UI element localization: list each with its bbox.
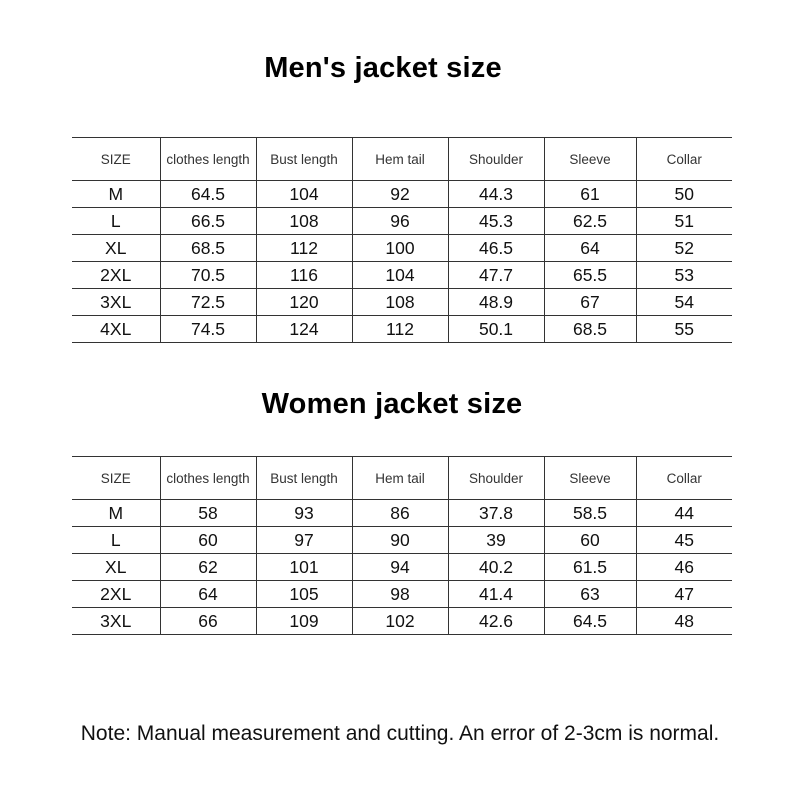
- cell-sleeve: 61: [544, 181, 636, 208]
- table-header-row: [72, 457, 732, 500]
- cell-shoulder: 40.2: [448, 554, 544, 581]
- table-row: [72, 235, 732, 262]
- mens-table-title: Men's jacket size: [264, 52, 502, 84]
- cell-size: 2XL: [72, 262, 160, 289]
- header-clothes-length: clothes length: [160, 138, 256, 181]
- mens-size-table: [72, 137, 732, 343]
- cell-size: 2XL: [72, 581, 160, 608]
- cell-hem-tail: 108: [352, 289, 448, 316]
- cell-sleeve: 64.5: [544, 608, 636, 635]
- cell-collar: 44: [636, 500, 732, 527]
- cell-clothes-length: 62: [160, 554, 256, 581]
- cell-sleeve: 61.5: [544, 554, 636, 581]
- cell-sleeve: 67: [544, 289, 636, 316]
- header-size: SIZE: [72, 138, 160, 181]
- cell-bust-length: 93: [256, 500, 352, 527]
- table-row: [72, 608, 732, 635]
- cell-sleeve: 60: [544, 527, 636, 554]
- cell-shoulder: 39: [448, 527, 544, 554]
- cell-bust-length: 116: [256, 262, 352, 289]
- cell-clothes-length: 68.5: [160, 235, 256, 262]
- cell-clothes-length: 72.5: [160, 289, 256, 316]
- cell-size: XL: [72, 554, 160, 581]
- header-size: SIZE: [72, 457, 160, 500]
- header-clothes-length: clothes length: [160, 457, 256, 500]
- cell-size: M: [72, 181, 160, 208]
- cell-clothes-length: 58: [160, 500, 256, 527]
- cell-hem-tail: 100: [352, 235, 448, 262]
- header-sleeve: Sleeve: [544, 457, 636, 500]
- cell-bust-length: 97: [256, 527, 352, 554]
- cell-shoulder: 48.9: [448, 289, 544, 316]
- cell-collar: 48: [636, 608, 732, 635]
- cell-sleeve: 58.5: [544, 500, 636, 527]
- cell-size: 3XL: [72, 289, 160, 316]
- cell-shoulder: 47.7: [448, 262, 544, 289]
- table-row: [72, 289, 732, 316]
- cell-hem-tail: 92: [352, 181, 448, 208]
- header-bust-length: Bust length: [256, 138, 352, 181]
- cell-bust-length: 109: [256, 608, 352, 635]
- cell-hem-tail: 104: [352, 262, 448, 289]
- table-header-row: [72, 138, 732, 181]
- womens-table-title: Women jacket size: [261, 388, 523, 420]
- header-hem-tail: Hem tail: [352, 457, 448, 500]
- table-row: [72, 527, 732, 554]
- cell-shoulder: 41.4: [448, 581, 544, 608]
- cell-collar: 54: [636, 289, 732, 316]
- header-collar: Collar: [636, 457, 732, 500]
- cell-collar: 50: [636, 181, 732, 208]
- cell-sleeve: 65.5: [544, 262, 636, 289]
- cell-shoulder: 50.1: [448, 316, 544, 343]
- header-shoulder: Shoulder: [448, 457, 544, 500]
- cell-hem-tail: 98: [352, 581, 448, 608]
- cell-collar: 47: [636, 581, 732, 608]
- cell-collar: 55: [636, 316, 732, 343]
- cell-hem-tail: 96: [352, 208, 448, 235]
- cell-clothes-length: 66: [160, 608, 256, 635]
- cell-collar: 45: [636, 527, 732, 554]
- cell-sleeve: 62.5: [544, 208, 636, 235]
- header-hem-tail: Hem tail: [352, 138, 448, 181]
- header-sleeve: Sleeve: [544, 138, 636, 181]
- cell-bust-length: 112: [256, 235, 352, 262]
- measurement-note: Note: Manual measurement and cutting. An error of 2-3cm is normal.: [80, 722, 720, 745]
- cell-hem-tail: 90: [352, 527, 448, 554]
- cell-shoulder: 46.5: [448, 235, 544, 262]
- cell-sleeve: 64: [544, 235, 636, 262]
- cell-hem-tail: 94: [352, 554, 448, 581]
- cell-bust-length: 108: [256, 208, 352, 235]
- table-row: [72, 500, 732, 527]
- cell-clothes-length: 66.5: [160, 208, 256, 235]
- table-row: [72, 316, 732, 343]
- table-row: [72, 554, 732, 581]
- cell-collar: 52: [636, 235, 732, 262]
- cell-bust-length: 120: [256, 289, 352, 316]
- cell-shoulder: 45.3: [448, 208, 544, 235]
- cell-clothes-length: 74.5: [160, 316, 256, 343]
- cell-size: 4XL: [72, 316, 160, 343]
- cell-size: 3XL: [72, 608, 160, 635]
- table-row: [72, 262, 732, 289]
- cell-hem-tail: 86: [352, 500, 448, 527]
- cell-clothes-length: 64.5: [160, 181, 256, 208]
- table-row: [72, 181, 732, 208]
- cell-collar: 51: [636, 208, 732, 235]
- header-shoulder: Shoulder: [448, 138, 544, 181]
- cell-clothes-length: 64: [160, 581, 256, 608]
- cell-size: L: [72, 527, 160, 554]
- cell-sleeve: 63: [544, 581, 636, 608]
- cell-collar: 53: [636, 262, 732, 289]
- header-bust-length: Bust length: [256, 457, 352, 500]
- cell-clothes-length: 60: [160, 527, 256, 554]
- table-row: [72, 581, 732, 608]
- cell-size: M: [72, 500, 160, 527]
- cell-shoulder: 37.8: [448, 500, 544, 527]
- cell-bust-length: 104: [256, 181, 352, 208]
- cell-size: L: [72, 208, 160, 235]
- cell-shoulder: 44.3: [448, 181, 544, 208]
- cell-shoulder: 42.6: [448, 608, 544, 635]
- cell-clothes-length: 70.5: [160, 262, 256, 289]
- cell-bust-length: 124: [256, 316, 352, 343]
- header-collar: Collar: [636, 138, 732, 181]
- cell-hem-tail: 102: [352, 608, 448, 635]
- table-row: [72, 208, 732, 235]
- cell-sleeve: 68.5: [544, 316, 636, 343]
- cell-bust-length: 101: [256, 554, 352, 581]
- womens-size-table: [72, 456, 732, 635]
- cell-collar: 46: [636, 554, 732, 581]
- cell-bust-length: 105: [256, 581, 352, 608]
- cell-size: XL: [72, 235, 160, 262]
- cell-hem-tail: 112: [352, 316, 448, 343]
